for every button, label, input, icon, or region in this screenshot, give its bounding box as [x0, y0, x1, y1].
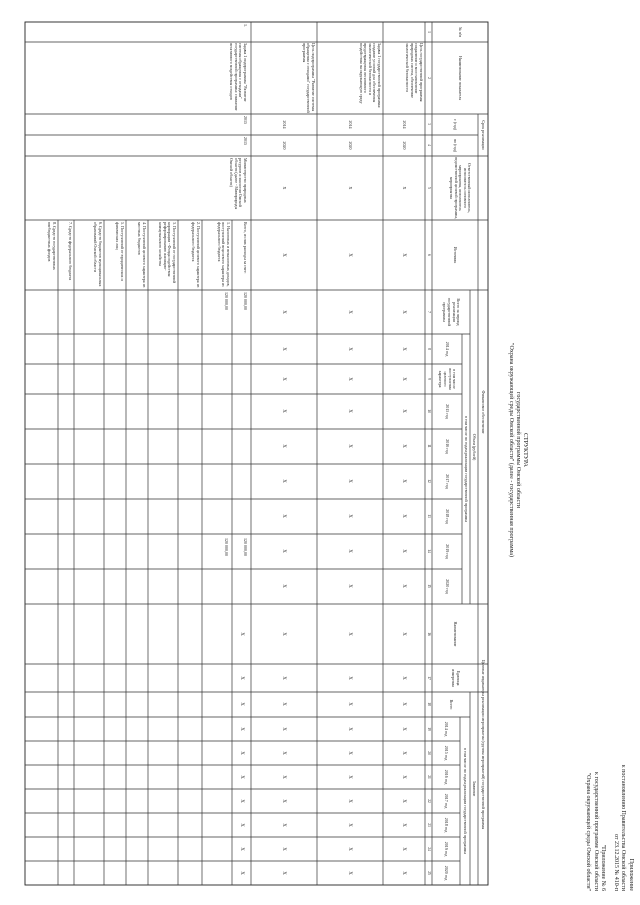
detail-source: 5. Поступлений от юридических и физических лиц	[115, 222, 125, 281]
row-task-name: Задача 1 государственной программы: создание условий для обеспечения экологической безопасности и предотвращения негативного воздействия на окружающую среду	[358, 43, 382, 109]
x-mark: X	[347, 514, 353, 518]
detail-total-value: 120 000,00	[224, 292, 229, 310]
title-line: государственной программы Омской области	[515, 392, 521, 508]
title-line: "Охрана окружающей среды Омской области" (далее - государственная программа)	[508, 343, 514, 557]
x-mark: X	[401, 347, 407, 351]
column-number: 7	[427, 311, 431, 313]
detail-source: 8. Средств государственных внебюджетных фондов	[47, 222, 57, 270]
x-mark: X	[347, 584, 353, 588]
col-header-financing: Финансовое обеспечение	[481, 390, 487, 434]
x-mark: X	[347, 479, 353, 483]
x-mark: X	[401, 799, 407, 803]
header-line: от 23.12.2015 № 410-п	[613, 834, 619, 891]
row-goal-name: Цель государственной программы: сохранение и восстановление природных систем, обеспечение экологической безопасности	[405, 43, 424, 103]
detail-source: 4. Поступлений целевого характера из местных бюджетов	[137, 222, 147, 288]
x-mark: X	[401, 310, 407, 314]
x-mark: X	[401, 751, 407, 755]
detail-source: Всего, из них расходы за счет:	[243, 222, 248, 274]
col-header-from: с (год)	[453, 119, 459, 130]
x-mark: X	[239, 751, 245, 755]
x-mark: X	[347, 751, 353, 755]
x-mark: X	[281, 676, 287, 680]
row-goal-executor: X	[402, 186, 408, 190]
row-task-from: 2014	[348, 120, 354, 129]
column-number: 13	[427, 514, 431, 518]
column-number: 20	[427, 751, 431, 755]
detail-total-value: 120 000,00	[243, 292, 248, 310]
col-header-total: Всего	[449, 699, 455, 710]
x-mark: X	[347, 444, 353, 448]
x-mark: X	[239, 676, 245, 680]
x-mark: X	[347, 632, 353, 636]
x-mark: X	[347, 347, 353, 351]
col-header-by-years: в том числе по годам реализации государственной программы	[464, 415, 470, 522]
detail-source: 2. Поступлений целевого характера из федерального бюджета	[191, 222, 201, 288]
x-mark: X	[347, 702, 353, 706]
x-mark: X	[281, 253, 287, 257]
x-mark: X	[347, 253, 353, 257]
detail-2019-value: 120 000,00	[224, 538, 229, 556]
row-task-executor: X	[348, 186, 354, 190]
x-mark: X	[281, 847, 287, 851]
col-header-2018: 2018 год	[445, 509, 451, 524]
col-header-t2015: 2015 год	[444, 745, 450, 761]
column-number: 2	[427, 77, 431, 79]
x-mark: X	[347, 847, 353, 851]
detail-executor: Министерство природных ресурсов и экологии Омской области (далее - Минприроды Омской области)	[229, 158, 248, 210]
header-line: "Приложение № 6	[600, 844, 607, 891]
column-number: 15	[427, 584, 431, 588]
detail-source: 7. Средств федерального бюджета	[68, 222, 73, 281]
column-number: 23	[427, 823, 431, 827]
header-line: к постановлению Правительства Омской области	[620, 764, 627, 891]
x-mark: X	[239, 632, 245, 636]
x-mark: X	[281, 632, 287, 636]
x-mark: X	[281, 751, 287, 755]
detail-num: 1.	[243, 24, 248, 27]
column-number: 11	[427, 444, 431, 448]
column-number: 16	[427, 632, 431, 636]
column-number: 8	[427, 348, 431, 350]
col-header-2020: 2020 год	[445, 579, 451, 594]
x-mark: X	[281, 549, 287, 553]
detail-2019-value: 120 000,00	[243, 538, 248, 556]
col-header-2014: 2014 год	[445, 341, 451, 357]
x-mark: X	[401, 775, 407, 779]
x-mark: X	[401, 702, 407, 706]
detail-name: Задача 1 подпрограммы "Развитие системы обращения с отходами" государственной программы: снижение негативного воздействия отходов	[229, 43, 248, 111]
x-mark: X	[347, 823, 353, 827]
x-mark: X	[401, 409, 407, 413]
x-mark: X	[281, 702, 287, 706]
x-mark: X	[281, 347, 287, 351]
col-header-2015: 2015 год	[445, 404, 451, 419]
column-number: 18	[427, 702, 431, 706]
column-number: 12	[427, 479, 431, 483]
col-header-num: № п/п	[458, 26, 464, 38]
column-number: 14	[427, 549, 431, 553]
col-header-value: Значение	[472, 780, 478, 797]
row-subgoal-name: Цель подпрограммы "Развитие системы обращения с отходами" государственной программы	[301, 43, 316, 113]
x-mark: X	[347, 676, 353, 680]
x-mark: X	[281, 871, 287, 875]
x-mark: X	[401, 377, 407, 381]
detail-source: 3. Поступлений от государственной корпорации - Фонда содействия реформированию жилищно-коммунального хозяйства	[158, 222, 177, 283]
col-header-name: Наименование показателя	[458, 55, 464, 101]
column-number: 10	[427, 409, 431, 413]
col-header-unit: Единица измерения	[451, 669, 461, 687]
x-mark: X	[347, 310, 353, 314]
col-header-incl: в том числе поступления целевого характера	[438, 368, 458, 390]
x-mark: X	[347, 775, 353, 779]
detail-source: 1. Налоговых и неналоговых доходов, поступлений нецелевого характера из федерального бюджета	[216, 222, 231, 287]
x-mark: X	[281, 377, 287, 381]
x-mark: X	[401, 847, 407, 851]
col-header-term: Срок реализации	[481, 120, 487, 150]
x-mark: X	[281, 310, 287, 314]
col-header-to: по (год)	[453, 138, 459, 153]
x-mark: X	[347, 727, 353, 731]
row-goal-from: 2014	[402, 120, 408, 129]
header-line: "Охрана окружающей среды Омской области"	[585, 772, 592, 891]
col-header-volume: Объем (рублей)	[472, 433, 478, 461]
x-mark: X	[281, 409, 287, 413]
detail-to: 2015	[243, 137, 248, 145]
title-line: СТРУКТУРА	[522, 433, 528, 467]
column-number: 21	[427, 775, 431, 779]
column-number: 6	[427, 254, 431, 256]
x-mark: X	[401, 727, 407, 731]
col-header-2016: 2016 год	[445, 439, 451, 454]
x-mark: X	[401, 823, 407, 827]
col-header-2019: 2019 год	[445, 544, 451, 559]
x-mark: X	[281, 823, 287, 827]
col-header-total-program: Всего за период реализации государственной программы	[442, 297, 462, 327]
x-mark: X	[281, 514, 287, 518]
x-mark: X	[401, 253, 407, 257]
col-header-t2018: 2018 год	[444, 817, 450, 833]
x-mark: X	[347, 549, 353, 553]
detail-from: 2015	[243, 116, 248, 124]
x-mark: X	[401, 676, 407, 680]
x-mark: X	[239, 799, 245, 803]
col-header-t2019: 2019 год	[444, 841, 450, 857]
detail-source: 6. Средств бюджетов муниципальных образований Омской области	[93, 222, 103, 287]
x-mark: X	[401, 514, 407, 518]
x-mark: X	[281, 479, 287, 483]
x-mark: X	[401, 871, 407, 875]
row-subgoal-to: 2020	[282, 141, 288, 150]
col-header-t2017: 2017 год	[444, 793, 450, 809]
x-mark: X	[401, 632, 407, 636]
column-number: 3	[427, 123, 431, 125]
col-header-t2014: 2014 год	[444, 721, 450, 737]
column-number: 25	[427, 871, 431, 875]
x-mark: X	[347, 799, 353, 803]
x-mark: X	[347, 377, 353, 381]
column-number: 17	[427, 676, 431, 680]
x-mark: X	[281, 727, 287, 731]
x-mark: X	[239, 847, 245, 851]
column-number: 19	[427, 727, 431, 731]
x-mark: X	[401, 584, 407, 588]
x-mark: X	[281, 799, 287, 803]
column-number: 24	[427, 847, 431, 851]
col-header-2017: 2017 год	[445, 474, 451, 489]
column-number: 4	[427, 144, 431, 146]
x-mark: X	[401, 444, 407, 448]
row-goal-to: 2020	[402, 141, 408, 150]
column-number: 1	[427, 31, 431, 33]
column-number: 5	[427, 187, 431, 189]
col-header-indicator-name: Наименование	[453, 621, 459, 647]
col-header-source: Источник	[453, 246, 459, 264]
x-mark: X	[281, 775, 287, 779]
x-mark: X	[347, 871, 353, 875]
header-line: к государственной программе Омской области	[593, 772, 599, 891]
x-mark: X	[239, 727, 245, 731]
x-mark: X	[401, 479, 407, 483]
header-line: Приложение	[628, 858, 634, 891]
x-mark: X	[239, 871, 245, 875]
col-header-by-years-2: в том числе по годам реализации государственной программы	[463, 747, 469, 854]
col-header-executor: Ответственный исполнитель, исполнитель основного мероприятия, исполнитель ведомственной целевой программы, мероприятия	[449, 157, 473, 219]
x-mark: X	[239, 775, 245, 779]
column-number: 22	[427, 799, 431, 803]
row-task-to: 2020	[348, 141, 354, 150]
x-mark: X	[281, 444, 287, 448]
x-mark: X	[239, 823, 245, 827]
x-mark: X	[401, 549, 407, 553]
x-mark: X	[347, 409, 353, 413]
x-mark: X	[239, 702, 245, 706]
col-header-targets: Целевые индикаторы реализации мероприятия (группы мероприятий) государственной программы	[481, 659, 487, 830]
col-header-t2016: 2016 год	[444, 769, 450, 785]
column-number: 9	[427, 378, 431, 380]
row-subgoal-executor: X	[282, 186, 288, 190]
col-header-t2020: 2020 год	[444, 865, 450, 881]
x-mark: X	[281, 584, 287, 588]
row-subgoal-from: 2014	[282, 120, 288, 129]
